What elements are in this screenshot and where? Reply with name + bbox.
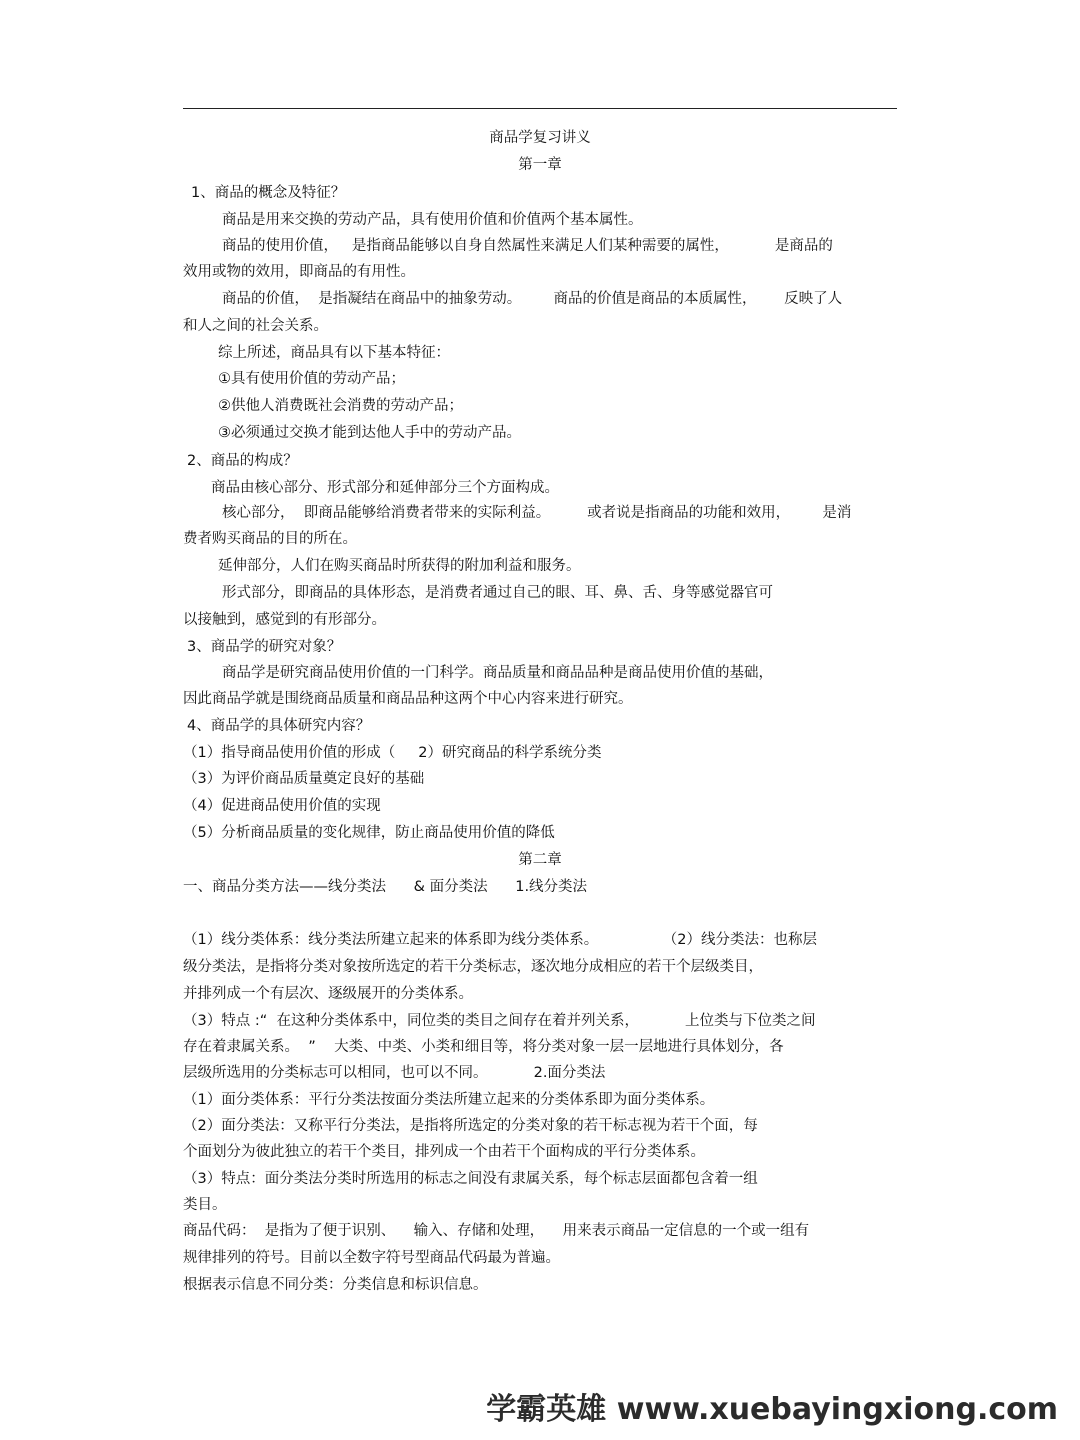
top-rule [183, 108, 897, 109]
text-line: 并排列成一个有层次、逐级展开的分类体系。 [183, 986, 473, 1002]
text-line: 根据表示信息不同分类：分类信息和标识信息。 [183, 1277, 488, 1293]
text-line: 核心部分， 即商品能够给消费者带来的实际利益。 或者说是指商品的功能和效用， 是消 [222, 505, 852, 521]
question-4: 4、商品学的具体研究内容？ [187, 718, 371, 734]
watermark: 学霸英雄 www.xuebayingxiong.com [486, 1392, 1058, 1427]
text-line: 存在着隶属关系。 ” 大类、中类、小类和细目等，将分类对象一层一层地进行具体划分，各 [183, 1039, 784, 1055]
chapter-heading-1: 第一章 [518, 157, 562, 173]
text-line: 商品学是研究商品使用价值的一门科学。商品质量和商品品种是商品使用价值的基础， [222, 665, 773, 681]
question-1: 1、商品的概念及特征？ [191, 185, 346, 201]
text-line: 级分类法，是指将分类对象按所选定的若干分类标志，逐次地分成相应的若干个层级类目， [183, 959, 763, 975]
text-line: 层级所选用的分类标志可以相同，也可以不同。 2.面分类法 [183, 1065, 606, 1081]
list-item: （1）指导商品使用价值的形成（ 2）研究商品的科学系统分类 [183, 745, 602, 761]
question-2: 2、商品的构成？ [187, 453, 298, 469]
text-line: 形式部分，即商品的具体形态，是消费者通过自己的眼、耳、鼻、舌、身等感觉器官可 [222, 585, 773, 601]
text-line: 商品由核心部分、形式部分和延伸部分三个方面构成。 [211, 480, 559, 496]
text-line: 费者购买商品的目的所在。 [183, 531, 357, 547]
list-item: ③必须通过交换才能到达他人手中的劳动产品。 [218, 425, 521, 441]
text-line: 综上所述，商品具有以下基本特征： [218, 345, 450, 361]
document-title: 商品学复习讲义 [489, 130, 591, 146]
text-line: 和人之间的社会关系。 [183, 318, 328, 334]
text-line: 因此商品学就是围绕商品质量和商品品种这两个中心内容来进行研究。 [183, 691, 633, 707]
question-3: 3、商品学的研究对象？ [187, 639, 342, 655]
text-line: （2）面分类法：又称平行分类法，是指将所选定的分类对象的若干标志视为若干个面，每 [183, 1118, 758, 1134]
text-line: 商品代码： 是指为了便于识别、 输入、存储和处理， 用来表示商品一定信息的一个或一组有 [183, 1223, 810, 1239]
list-item: ①具有使用价值的劳动产品； [218, 371, 405, 387]
text-line: （1）面分类体系：平行分类法按面分类法所建立起来的分类体系即为面分类体系。 [183, 1092, 715, 1108]
list-item: （5）分析商品质量的变化规律，防止商品使用价值的降低 [183, 825, 555, 841]
text-line: （3）特点 :“ 在这种分类体系中，同位类的类目之间存在着并列关系， 上位类与下位类之间 [183, 1013, 816, 1029]
text-line: 效用或物的效用，即商品的有用性。 [183, 264, 415, 280]
text-line: 商品的使用价值， 是指商品能够以自身自然属性来满足人们某种需要的属性， 是商品的 [222, 238, 833, 254]
text-line: 商品是用来交换的劳动产品，具有使用价值和价值两个基本属性。 [222, 212, 643, 228]
list-item: （3）为评价商品质量奠定良好的基础 [183, 771, 425, 787]
chapter-heading-2: 第二章 [518, 852, 562, 868]
text-line: （1）线分类体系：线分类法所建立起来的体系即为线分类体系。 （2）线分类法：也称层 [183, 932, 817, 948]
text-line: 类目。 [183, 1197, 227, 1213]
text-line: 规律排列的符号。目前以全数字符号型商品代码最为普遍。 [183, 1250, 560, 1266]
text-line: 以接触到，感觉到的有形部分。 [183, 612, 386, 628]
text-line: 延伸部分，人们在购买商品时所获得的附加利益和服务。 [218, 558, 581, 574]
text-line: 商品的价值， 是指凝结在商品中的抽象劳动。 商品的价值是商品的本质属性， 反映了人 [222, 291, 843, 307]
text-line: 个面划分为彼此独立的若干个类目，排列成一个由若干个面构成的平行分类体系。 [183, 1144, 705, 1160]
list-item: ②供他人消费既社会消费的劳动产品； [218, 398, 463, 414]
list-item: （4）促进商品使用价值的实现 [183, 798, 381, 814]
section-heading: 一、商品分类方法——线分类法 & 面分类法 1.线分类法 [183, 879, 588, 895]
text-line: （3）特点：面分类法分类时所选用的标志之间没有隶属关系，每个标志层面都包含着一组 [183, 1171, 758, 1187]
